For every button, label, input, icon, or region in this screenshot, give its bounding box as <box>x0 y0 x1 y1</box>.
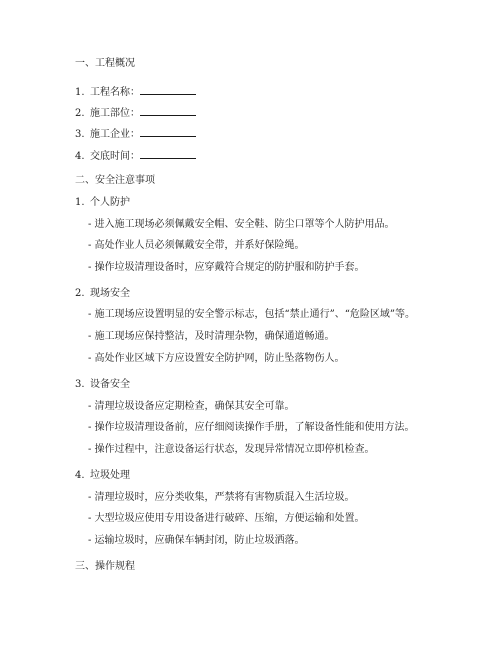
list-item: - 操作垃圾清理设备前，应仔细阅读操作手册，了解设备性能和使用方法。 <box>88 422 415 433</box>
construction-part-blank <box>140 106 196 116</box>
group-title-personal-protection: 1. 个人防护 <box>75 197 130 208</box>
list-item: - 操作垃圾清理设备时，应穿戴符合规定的防护服和防护手套。 <box>88 262 365 273</box>
list-item: - 进入施工现场必须佩戴安全帽、安全鞋、防尘口罩等个人防护用品。 <box>88 219 395 230</box>
list-item: - 清理垃圾设备应定期检查，确保其安全可靠。 <box>88 401 295 412</box>
list-item: - 清理垃圾时，应分类收集，严禁将有害物质混入生活垃圾。 <box>88 492 355 503</box>
section-heading-safety: 二、安全注意事项 <box>75 175 155 186</box>
overview-item-project-name: 1. 工程名称： <box>75 85 196 99</box>
company-blank <box>140 127 196 137</box>
section-heading-procedures: 三、操作规程 <box>75 561 135 572</box>
overview-item-construction-part: 2. 施工部位： <box>75 106 196 120</box>
briefing-time-blank <box>140 149 196 159</box>
section-heading-overview: 一、工程概况 <box>75 58 135 69</box>
list-item: - 运输垃圾时，应确保车辆封闭，防止垃圾洒落。 <box>88 535 305 546</box>
list-item: - 施工现场应保持整洁，及时清理杂物，确保通道畅通。 <box>88 331 335 342</box>
group-title-site-safety: 2. 现场安全 <box>75 288 130 299</box>
overview-item-company: 3. 施工企业： <box>75 127 196 141</box>
list-item: - 操作过程中，注意设备运行状态，发现异常情况立即停机检查。 <box>88 444 375 455</box>
project-name-blank <box>140 85 196 95</box>
list-item: - 大型垃圾应使用专用设备进行破碎、压缩，方便运输和处置。 <box>88 513 365 524</box>
group-title-equipment-safety: 3. 设备安全 <box>75 379 130 390</box>
list-item: - 高处作业区域下方应设置安全防护网，防止坠落物伤人。 <box>88 353 345 364</box>
list-item: - 施工现场应设置明显的安全警示标志，包括“禁止通行”、“危险区域”等。 <box>88 309 416 320</box>
overview-item-briefing-time: 4. 交底时间： <box>75 149 196 163</box>
list-item: - 高处作业人员必须佩戴安全带，并系好保险绳。 <box>88 240 305 251</box>
group-title-waste-handling: 4. 垃圾处理 <box>75 470 130 481</box>
